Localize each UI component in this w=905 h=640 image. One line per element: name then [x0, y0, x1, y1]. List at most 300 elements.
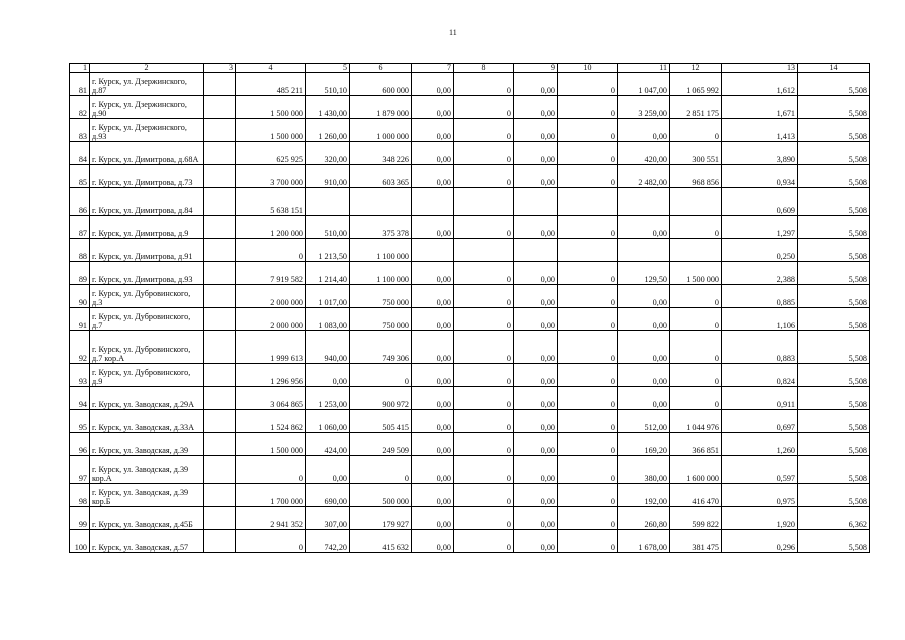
- table-row: [70, 239, 870, 262]
- row-number: 85: [70, 165, 90, 188]
- value-cell-c4: 2 000 000: [236, 308, 306, 331]
- value-cell-c6: 505 415: [350, 410, 412, 433]
- address-cell: г. Курск, ул. Димитрова, д.73: [90, 165, 204, 188]
- value-cell-c12: 0: [670, 119, 722, 142]
- page-number: 11: [449, 28, 457, 37]
- value-cell-c9: 0,00: [514, 285, 558, 308]
- value-cell-c10: 0: [558, 216, 618, 239]
- value-cell-c5: 1 260,00: [306, 119, 350, 142]
- value-cell-c8: 0: [454, 119, 514, 142]
- value-cell-c4: 0: [236, 530, 306, 553]
- value-cell-c6: 348 226: [350, 142, 412, 165]
- value-cell-c7: 0,00: [412, 387, 454, 410]
- value-cell-c10: 0: [558, 165, 618, 188]
- value-cell-c9: 0,00: [514, 73, 558, 96]
- table-row: [70, 285, 870, 308]
- table-row: [70, 216, 870, 239]
- value-cell-c5: 1 060,00: [306, 410, 350, 433]
- value-cell-c12: 0: [670, 387, 722, 410]
- row-number: 94: [70, 387, 90, 410]
- value-cell-c5: 510,10: [306, 73, 350, 96]
- value-cell-c5: 1 083,00: [306, 308, 350, 331]
- value-cell-c11: 420,00: [618, 142, 670, 165]
- value-cell-c3: [204, 456, 236, 484]
- column-header: 9: [514, 64, 558, 73]
- column-header: 3: [204, 64, 236, 73]
- value-cell-c5: 742,20: [306, 530, 350, 553]
- value-cell-c6: 1 100 000: [350, 262, 412, 285]
- value-cell-c14: 5,508: [798, 216, 870, 239]
- row-number: 92: [70, 331, 90, 364]
- value-cell-c5: 1 253,00: [306, 387, 350, 410]
- value-cell-c4: 1 524 862: [236, 410, 306, 433]
- value-cell-c3: [204, 530, 236, 553]
- value-cell-c12: 381 475: [670, 530, 722, 553]
- value-cell-c3: [204, 308, 236, 331]
- column-header: 12: [670, 64, 722, 73]
- table-row: [70, 308, 870, 331]
- value-cell-c3: [204, 119, 236, 142]
- value-cell-c3: [204, 262, 236, 285]
- value-cell-c13: 0,885: [722, 285, 798, 308]
- value-cell-c13: 0,883: [722, 331, 798, 364]
- value-cell-c14: 5,508: [798, 96, 870, 119]
- value-cell-c12: [670, 188, 722, 216]
- value-cell-c5: 510,00: [306, 216, 350, 239]
- address-cell: г. Курск, ул. Дзержинского, д.90: [90, 96, 204, 119]
- value-cell-c5: 1 430,00: [306, 96, 350, 119]
- value-cell-c10: 0: [558, 507, 618, 530]
- row-number: 93: [70, 364, 90, 387]
- value-cell-c14: 5,508: [798, 239, 870, 262]
- value-cell-c6: 900 972: [350, 387, 412, 410]
- value-cell-c14: 5,508: [798, 410, 870, 433]
- value-cell-c8: 0: [454, 216, 514, 239]
- value-cell-c7: 0,00: [412, 285, 454, 308]
- value-cell-c6: 500 000: [350, 484, 412, 507]
- value-cell-c5: 1 017,00: [306, 285, 350, 308]
- value-cell-c4: 3 700 000: [236, 165, 306, 188]
- value-cell-c13: 0,597: [722, 456, 798, 484]
- value-cell-c10: 0: [558, 262, 618, 285]
- row-number: 83: [70, 119, 90, 142]
- value-cell-c3: [204, 73, 236, 96]
- value-cell-c14: 6,362: [798, 507, 870, 530]
- value-cell-c10: 0: [558, 308, 618, 331]
- address-cell: г. Курск, ул. Дубровинского, д.9: [90, 364, 204, 387]
- value-cell-c8: 0: [454, 530, 514, 553]
- column-header: 5: [306, 64, 350, 73]
- value-cell-c13: 0,911: [722, 387, 798, 410]
- table-row: [70, 433, 870, 456]
- value-cell-c8: 0: [454, 331, 514, 364]
- value-cell-c4: 3 064 865: [236, 387, 306, 410]
- value-cell-c6: 749 306: [350, 331, 412, 364]
- value-cell-c11: [618, 239, 670, 262]
- table-row: [70, 530, 870, 553]
- table-row: [70, 364, 870, 387]
- value-cell-c7: 0,00: [412, 119, 454, 142]
- row-number: 84: [70, 142, 90, 165]
- value-cell-c11: 512,00: [618, 410, 670, 433]
- value-cell-c13: 0,609: [722, 188, 798, 216]
- value-cell-c14: 5,508: [798, 308, 870, 331]
- value-cell-c9: 0,00: [514, 331, 558, 364]
- address-cell: г. Курск, ул. Заводская, д.39 кор.Б: [90, 484, 204, 507]
- value-cell-c12: 416 470: [670, 484, 722, 507]
- value-cell-c8: [454, 239, 514, 262]
- value-cell-c7: 0,00: [412, 530, 454, 553]
- column-header: 8: [454, 64, 514, 73]
- address-cell: г. Курск, ул. Дзержинского, д.93: [90, 119, 204, 142]
- value-cell-c10: 0: [558, 142, 618, 165]
- value-cell-c5: 1 214,40: [306, 262, 350, 285]
- address-cell: г. Курск, ул. Заводская, д.33А: [90, 410, 204, 433]
- value-cell-c3: [204, 285, 236, 308]
- row-number: 91: [70, 308, 90, 331]
- value-cell-c11: 129,50: [618, 262, 670, 285]
- column-header: 7: [412, 64, 454, 73]
- table-row: [70, 410, 870, 433]
- address-cell: г. Курск, ул. Дубровинского, д.7: [90, 308, 204, 331]
- value-cell-c13: 0,934: [722, 165, 798, 188]
- value-cell-c9: 0,00: [514, 530, 558, 553]
- row-number: 87: [70, 216, 90, 239]
- value-cell-c13: 1,920: [722, 507, 798, 530]
- value-cell-c4: 0: [236, 456, 306, 484]
- value-cell-c11: 380,00: [618, 456, 670, 484]
- value-cell-c11: 0,00: [618, 308, 670, 331]
- value-cell-c4: 5 638 151: [236, 188, 306, 216]
- value-cell-c13: 0,824: [722, 364, 798, 387]
- value-cell-c12: 0: [670, 331, 722, 364]
- value-cell-c10: 0: [558, 73, 618, 96]
- value-cell-c11: 192,00: [618, 484, 670, 507]
- value-cell-c3: [204, 165, 236, 188]
- value-cell-c5: 1 213,50: [306, 239, 350, 262]
- value-cell-c6: 1 879 000: [350, 96, 412, 119]
- row-number: 98: [70, 484, 90, 507]
- value-cell-c8: 0: [454, 96, 514, 119]
- value-cell-c13: 0,296: [722, 530, 798, 553]
- row-number: 97: [70, 456, 90, 484]
- value-cell-c4: 7 919 582: [236, 262, 306, 285]
- value-cell-c9: [514, 239, 558, 262]
- value-cell-c11: 169,20: [618, 433, 670, 456]
- value-cell-c7: 0,00: [412, 96, 454, 119]
- value-cell-c6: 0: [350, 364, 412, 387]
- value-cell-c5: 307,00: [306, 507, 350, 530]
- address-cell: г. Курск, ул. Заводская, д.29А: [90, 387, 204, 410]
- address-cell: г. Курск, ул. Заводская, д.45Б: [90, 507, 204, 530]
- value-cell-c9: 0,00: [514, 433, 558, 456]
- column-header: 14: [798, 64, 870, 73]
- value-cell-c8: 0: [454, 165, 514, 188]
- value-cell-c12: 300 551: [670, 142, 722, 165]
- value-cell-c9: 0,00: [514, 484, 558, 507]
- table-row: [70, 96, 870, 119]
- value-cell-c7: 0,00: [412, 73, 454, 96]
- value-cell-c7: 0,00: [412, 142, 454, 165]
- table-row: [70, 262, 870, 285]
- column-header: 4: [236, 64, 306, 73]
- value-cell-c14: 5,508: [798, 331, 870, 364]
- value-cell-c4: 0: [236, 239, 306, 262]
- value-cell-c13: 0,250: [722, 239, 798, 262]
- value-cell-c4: 1 500 000: [236, 119, 306, 142]
- value-cell-c12: 0: [670, 216, 722, 239]
- value-cell-c5: 424,00: [306, 433, 350, 456]
- value-cell-c11: 0,00: [618, 364, 670, 387]
- row-number: 86: [70, 188, 90, 216]
- value-cell-c7: 0,00: [412, 433, 454, 456]
- table-row: [70, 484, 870, 507]
- value-cell-c8: 0: [454, 142, 514, 165]
- table-row: [70, 456, 870, 484]
- value-cell-c9: [514, 188, 558, 216]
- value-cell-c9: 0,00: [514, 308, 558, 331]
- value-cell-c8: 0: [454, 364, 514, 387]
- value-cell-c6: 179 927: [350, 507, 412, 530]
- value-cell-c12: 1 065 992: [670, 73, 722, 96]
- value-cell-c5: [306, 188, 350, 216]
- value-cell-c10: 0: [558, 433, 618, 456]
- value-cell-c10: 0: [558, 331, 618, 364]
- value-cell-c12: 599 822: [670, 507, 722, 530]
- value-cell-c7: 0,00: [412, 165, 454, 188]
- value-cell-c11: 0,00: [618, 285, 670, 308]
- value-cell-c10: 0: [558, 410, 618, 433]
- value-cell-c14: 5,508: [798, 456, 870, 484]
- value-cell-c9: 0,00: [514, 387, 558, 410]
- row-number: 99: [70, 507, 90, 530]
- value-cell-c10: 0: [558, 530, 618, 553]
- value-cell-c13: 1,260: [722, 433, 798, 456]
- value-cell-c3: [204, 387, 236, 410]
- address-cell: г. Курск, ул. Димитрова, д.93: [90, 262, 204, 285]
- value-cell-c11: 0,00: [618, 331, 670, 364]
- value-cell-c10: 0: [558, 387, 618, 410]
- address-cell: г. Курск, ул. Заводская, д.39: [90, 433, 204, 456]
- value-cell-c9: 0,00: [514, 165, 558, 188]
- value-cell-c14: 5,508: [798, 530, 870, 553]
- value-cell-c11: 1 678,00: [618, 530, 670, 553]
- value-cell-c9: 0,00: [514, 364, 558, 387]
- value-cell-c14: 5,508: [798, 484, 870, 507]
- value-cell-c3: [204, 188, 236, 216]
- address-cell: г. Курск, ул. Димитрова, д.68А: [90, 142, 204, 165]
- table-row: [70, 507, 870, 530]
- value-cell-c4: 1 500 000: [236, 433, 306, 456]
- address-cell: г. Курск, ул. Дубровинского, д.7 кор.А: [90, 331, 204, 364]
- table-row: [70, 387, 870, 410]
- value-cell-c8: 0: [454, 262, 514, 285]
- value-cell-c7: 0,00: [412, 507, 454, 530]
- value-cell-c13: 0,697: [722, 410, 798, 433]
- value-cell-c9: 0,00: [514, 410, 558, 433]
- value-cell-c8: 0: [454, 507, 514, 530]
- table-row: [70, 331, 870, 364]
- column-header: 10: [558, 64, 618, 73]
- value-cell-c11: 2 482,00: [618, 165, 670, 188]
- value-cell-c14: 5,508: [798, 142, 870, 165]
- value-cell-c12: [670, 239, 722, 262]
- value-cell-c6: 249 509: [350, 433, 412, 456]
- value-cell-c4: 1 700 000: [236, 484, 306, 507]
- value-cell-c3: [204, 239, 236, 262]
- address-cell: г. Курск, ул. Димитрова, д.91: [90, 239, 204, 262]
- value-cell-c3: [204, 364, 236, 387]
- value-cell-c6: 1 100 000: [350, 239, 412, 262]
- row-number: 89: [70, 262, 90, 285]
- value-cell-c6: 415 632: [350, 530, 412, 553]
- value-cell-c6: 603 365: [350, 165, 412, 188]
- value-cell-c3: [204, 433, 236, 456]
- value-cell-c9: 0,00: [514, 96, 558, 119]
- value-cell-c11: 1 047,00: [618, 73, 670, 96]
- value-cell-c3: [204, 410, 236, 433]
- value-cell-c6: 1 000 000: [350, 119, 412, 142]
- table-row: [70, 142, 870, 165]
- column-header: 13: [722, 64, 798, 73]
- value-cell-c7: 0,00: [412, 364, 454, 387]
- value-cell-c10: 0: [558, 285, 618, 308]
- value-cell-c10: 0: [558, 456, 618, 484]
- row-number: 81: [70, 73, 90, 96]
- value-cell-c7: 0,00: [412, 410, 454, 433]
- value-cell-c12: 1 600 000: [670, 456, 722, 484]
- value-cell-c7: [412, 188, 454, 216]
- row-number: 88: [70, 239, 90, 262]
- value-cell-c6: 750 000: [350, 285, 412, 308]
- value-cell-c14: 5,508: [798, 73, 870, 96]
- address-cell: г. Курск, ул. Заводская, д.57: [90, 530, 204, 553]
- value-cell-c7: 0,00: [412, 484, 454, 507]
- header-row: [70, 64, 870, 73]
- value-cell-c13: 1,413: [722, 119, 798, 142]
- value-cell-c4: 2 000 000: [236, 285, 306, 308]
- value-cell-c13: 1,297: [722, 216, 798, 239]
- value-cell-c10: 0: [558, 96, 618, 119]
- value-cell-c4: 1 500 000: [236, 96, 306, 119]
- column-header: 1: [70, 64, 90, 73]
- value-cell-c12: 0: [670, 308, 722, 331]
- value-cell-c11: 3 259,00: [618, 96, 670, 119]
- column-header: 11: [618, 64, 670, 73]
- value-cell-c12: 1 044 976: [670, 410, 722, 433]
- address-cell: г. Курск, ул. Дзержинского, д.87: [90, 73, 204, 96]
- value-cell-c9: 0,00: [514, 456, 558, 484]
- table-row: [70, 73, 870, 96]
- value-cell-c10: 0: [558, 484, 618, 507]
- value-cell-c9: 0,00: [514, 262, 558, 285]
- value-cell-c5: 320,00: [306, 142, 350, 165]
- value-cell-c7: 0,00: [412, 308, 454, 331]
- value-cell-c6: 600 000: [350, 73, 412, 96]
- row-number: 100: [70, 530, 90, 553]
- value-cell-c3: [204, 216, 236, 239]
- value-cell-c11: 0,00: [618, 216, 670, 239]
- value-cell-c7: 0,00: [412, 456, 454, 484]
- value-cell-c3: [204, 484, 236, 507]
- column-header: 2: [90, 64, 204, 73]
- value-cell-c13: 0,975: [722, 484, 798, 507]
- value-cell-c9: 0,00: [514, 507, 558, 530]
- column-header: 6: [350, 64, 412, 73]
- value-cell-c8: 0: [454, 308, 514, 331]
- value-cell-c6: 375 378: [350, 216, 412, 239]
- table-row: [70, 188, 870, 216]
- value-cell-c14: 5,508: [798, 433, 870, 456]
- value-cell-c5: 910,00: [306, 165, 350, 188]
- address-cell: г. Курск, ул. Димитрова, д.9: [90, 216, 204, 239]
- value-cell-c8: 0: [454, 456, 514, 484]
- value-cell-c8: 0: [454, 73, 514, 96]
- row-number: 82: [70, 96, 90, 119]
- value-cell-c8: 0: [454, 387, 514, 410]
- value-cell-c13: 1,612: [722, 73, 798, 96]
- value-cell-c5: 940,00: [306, 331, 350, 364]
- value-cell-c14: 5,508: [798, 188, 870, 216]
- value-cell-c9: 0,00: [514, 216, 558, 239]
- value-cell-c14: 5,508: [798, 119, 870, 142]
- value-cell-c4: 625 925: [236, 142, 306, 165]
- value-cell-c3: [204, 96, 236, 119]
- value-cell-c5: 0,00: [306, 364, 350, 387]
- row-number: 90: [70, 285, 90, 308]
- value-cell-c5: 690,00: [306, 484, 350, 507]
- table-row: [70, 165, 870, 188]
- value-cell-c7: 0,00: [412, 262, 454, 285]
- value-cell-c13: 2,388: [722, 262, 798, 285]
- row-number: 96: [70, 433, 90, 456]
- value-cell-c13: 1,671: [722, 96, 798, 119]
- row-number: 95: [70, 410, 90, 433]
- value-cell-c12: 366 851: [670, 433, 722, 456]
- value-cell-c8: 0: [454, 484, 514, 507]
- value-cell-c4: 1 200 000: [236, 216, 306, 239]
- value-cell-c3: [204, 331, 236, 364]
- value-cell-c6: [350, 188, 412, 216]
- value-cell-c11: [618, 188, 670, 216]
- value-cell-c11: 260,80: [618, 507, 670, 530]
- value-cell-c4: 1 999 613: [236, 331, 306, 364]
- value-cell-c8: [454, 188, 514, 216]
- value-cell-c6: 0: [350, 456, 412, 484]
- data-table: [69, 63, 870, 553]
- value-cell-c13: 1,106: [722, 308, 798, 331]
- value-cell-c14: 5,508: [798, 387, 870, 410]
- value-cell-c4: 2 941 352: [236, 507, 306, 530]
- value-cell-c8: 0: [454, 410, 514, 433]
- value-cell-c4: 485 211: [236, 73, 306, 96]
- value-cell-c7: [412, 239, 454, 262]
- value-cell-c12: 0: [670, 285, 722, 308]
- value-cell-c12: 2 851 175: [670, 96, 722, 119]
- value-cell-c14: 5,508: [798, 165, 870, 188]
- value-cell-c14: 5,508: [798, 262, 870, 285]
- value-cell-c12: 1 500 000: [670, 262, 722, 285]
- value-cell-c9: 0,00: [514, 142, 558, 165]
- value-cell-c4: 1 296 956: [236, 364, 306, 387]
- value-cell-c11: 0,00: [618, 119, 670, 142]
- value-cell-c5: 0,00: [306, 456, 350, 484]
- address-cell: г. Курск, ул. Дубровинского, д.3: [90, 285, 204, 308]
- value-cell-c12: 0: [670, 364, 722, 387]
- value-cell-c10: [558, 188, 618, 216]
- value-cell-c12: 968 856: [670, 165, 722, 188]
- value-cell-c10: [558, 239, 618, 262]
